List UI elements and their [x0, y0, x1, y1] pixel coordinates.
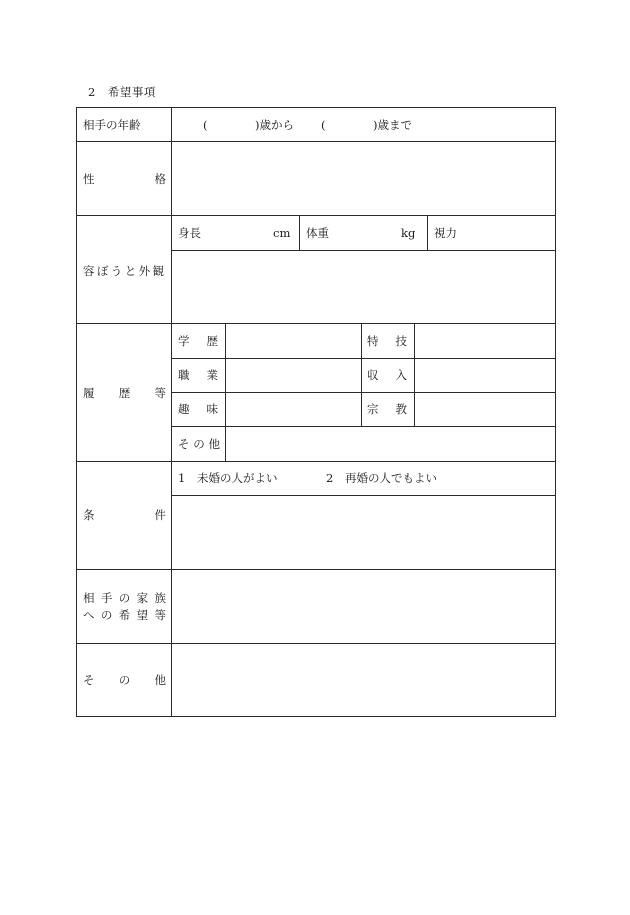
- section-number: 2: [88, 85, 96, 99]
- sub-row-divider: [172, 495, 555, 496]
- education-label: 学 歴: [178, 334, 218, 348]
- age-open-paren-2: (: [321, 118, 326, 132]
- personality-label-text: 性 格: [83, 172, 166, 186]
- option-1-number: 1: [178, 471, 186, 485]
- preferences-form: [76, 107, 556, 717]
- other-label: そ の 他: [83, 673, 166, 687]
- sub-row-divider: [172, 250, 555, 251]
- history-label: 履 歴 等: [83, 386, 166, 400]
- cell-divider: [414, 323, 415, 426]
- row-divider: [77, 643, 555, 644]
- family-label: 相 手 の 家 族 へ の 希 望 等: [83, 591, 166, 622]
- appearance-field[interactable]: [174, 253, 554, 320]
- vision-label: 視力: [434, 226, 457, 240]
- other-field[interactable]: [174, 646, 554, 714]
- height-label: 身長: [178, 226, 201, 240]
- conditions-field[interactable]: [174, 498, 554, 566]
- age-label: 相手の年齢: [83, 118, 141, 132]
- row-divider: [77, 569, 555, 570]
- condition-option-2[interactable]: [326, 471, 437, 485]
- conditions-label: 条 件: [83, 508, 166, 522]
- weight-label: 体重: [306, 226, 329, 240]
- condition-option-1[interactable]: [178, 471, 277, 485]
- age-until-text: )歳まで: [373, 118, 412, 132]
- row-divider: [77, 323, 555, 324]
- hobby-label: 趣 味: [178, 402, 218, 416]
- label-column-divider: [171, 108, 172, 716]
- age-open-paren-1: (: [203, 118, 208, 132]
- option-2-text: 再婚の人でもよい: [344, 471, 437, 485]
- height-unit: cm: [273, 226, 291, 240]
- skill-label: 特 技: [367, 334, 407, 348]
- option-1-text: 未婚の人がよい: [196, 471, 278, 485]
- row-divider: [77, 141, 555, 142]
- cell-divider: [361, 323, 362, 426]
- age-from-text: )歳から: [255, 118, 294, 132]
- religion-label: 宗 教: [367, 402, 407, 416]
- row-divider: [77, 461, 555, 462]
- other-history-label: そ の 他: [178, 437, 220, 451]
- sub-row-divider: [172, 426, 555, 427]
- sub-row-divider: [172, 358, 555, 359]
- appearance-label: 容ぼうと外観: [83, 264, 167, 278]
- row-divider: [77, 215, 555, 216]
- cell-divider: [299, 215, 300, 250]
- cell-divider: [427, 215, 428, 250]
- section-title: 希望事項: [107, 85, 156, 99]
- personality-label: [83, 172, 166, 186]
- occupation-label: 職 業: [178, 368, 218, 382]
- option-2-number: 2: [326, 471, 334, 485]
- personality-field[interactable]: [174, 144, 554, 212]
- section-heading: [88, 84, 156, 100]
- cell-divider: [225, 323, 226, 461]
- income-label: 収 入: [367, 368, 407, 382]
- sub-row-divider: [172, 392, 555, 393]
- weight-unit: kg: [401, 226, 416, 240]
- family-field[interactable]: [174, 572, 554, 640]
